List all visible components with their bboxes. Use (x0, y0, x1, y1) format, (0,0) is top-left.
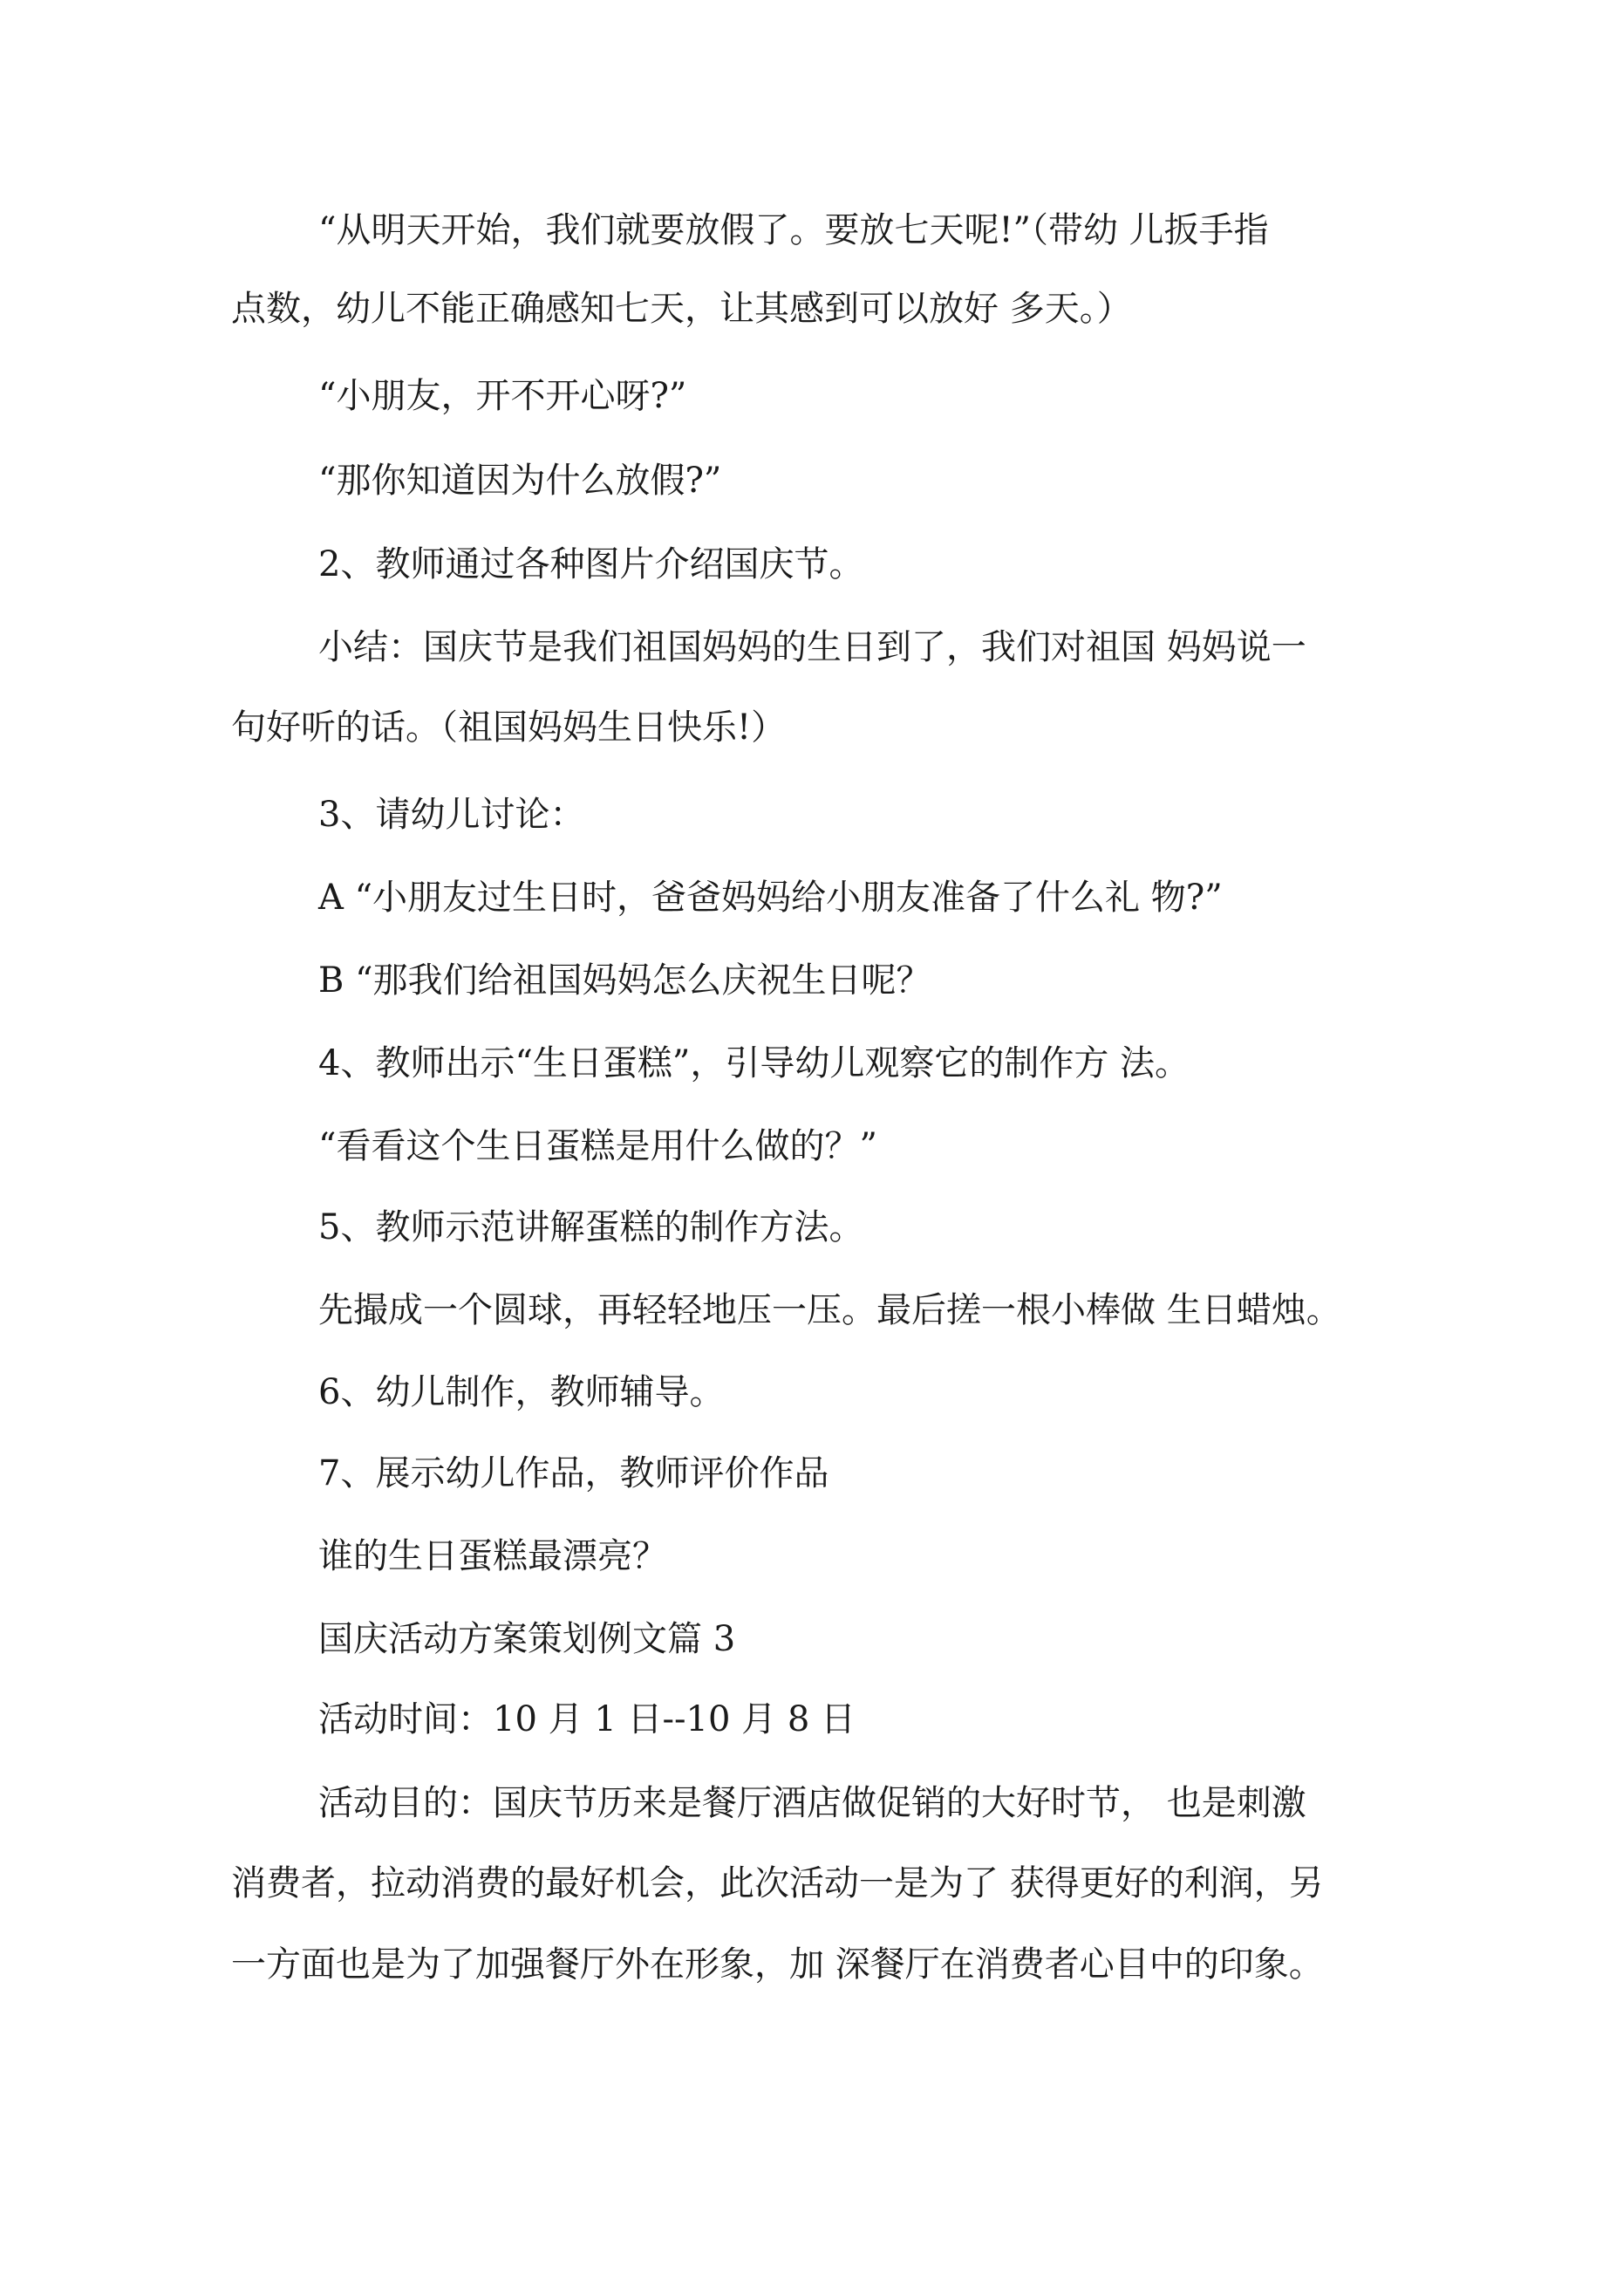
paragraph-line: 7、展示幼儿作品，教师评价作品 (318, 1453, 829, 1493)
paragraph-line: “看看这个生日蛋糕是用什么做的？” (318, 1126, 877, 1166)
paragraph-line: A “小朋友过生日时，爸爸妈妈给小朋友准备了什么礼 物?” (318, 878, 1223, 918)
paragraph-line: 4、教师出示“生日蛋糕”，引导幼儿观察它的制作方 法。 (318, 1043, 1190, 1083)
paragraph-line: 一方面也是为了加强餐厅外在形象，加 深餐厅在消费者心目中的印象。 (231, 1944, 1324, 1985)
paragraph-line: B “那我们给祖国妈妈怎么庆祝生日呢？ (318, 960, 931, 1001)
paragraph-line: 谁的生日蛋糕最漂亮？ (318, 1536, 667, 1576)
paragraph-line: 点数，幼儿不能正确感知七天，让其感到可以放好 多天。） (231, 289, 1132, 329)
paragraph-line: “从明天开始，我们就要放假了。要放七天呢!”（带幼 儿扳手指 (318, 210, 1269, 250)
paragraph-line: 6、幼儿制作，教师辅导。 (318, 1372, 725, 1412)
paragraph-line: 小结：国庆节是我们祖国妈妈的生日到了，我们对祖国 妈妈说一 (318, 627, 1306, 667)
paragraph-line: 2、教师通过各种图片介绍国庆节。 (318, 544, 864, 584)
paragraph-line: 3、请幼儿讨论： (318, 795, 585, 835)
paragraph-line: 活动时间：10 月 1 日--10 月 8 日 (318, 1699, 856, 1739)
paragraph-line: “小朋友，开不开心呀?” (318, 376, 687, 416)
paragraph-line: 5、教师示范讲解蛋糕的制作方法。 (318, 1207, 864, 1247)
paragraph-line: 先撮成一个圆球，再轻轻地压一压。最后搓一根小棒做 生日蜡烛。 (318, 1290, 1341, 1330)
paragraph-line: 活动目的：国庆节历来是餐厅酒店做促销的大好时节， 也是刺激 (318, 1783, 1306, 1823)
paragraph-line: “那你知道因为什么放假?” (318, 461, 722, 501)
paragraph-line: 消费者，拉动消费的最好机会，此次活动一是为了 获得更好的利润，另 (231, 1863, 1324, 1903)
paragraph-line: 句好听的话。（祖国妈妈生日快乐!） (231, 707, 787, 748)
section-heading: 国庆活动方案策划例文篇 3 (318, 1619, 736, 1659)
